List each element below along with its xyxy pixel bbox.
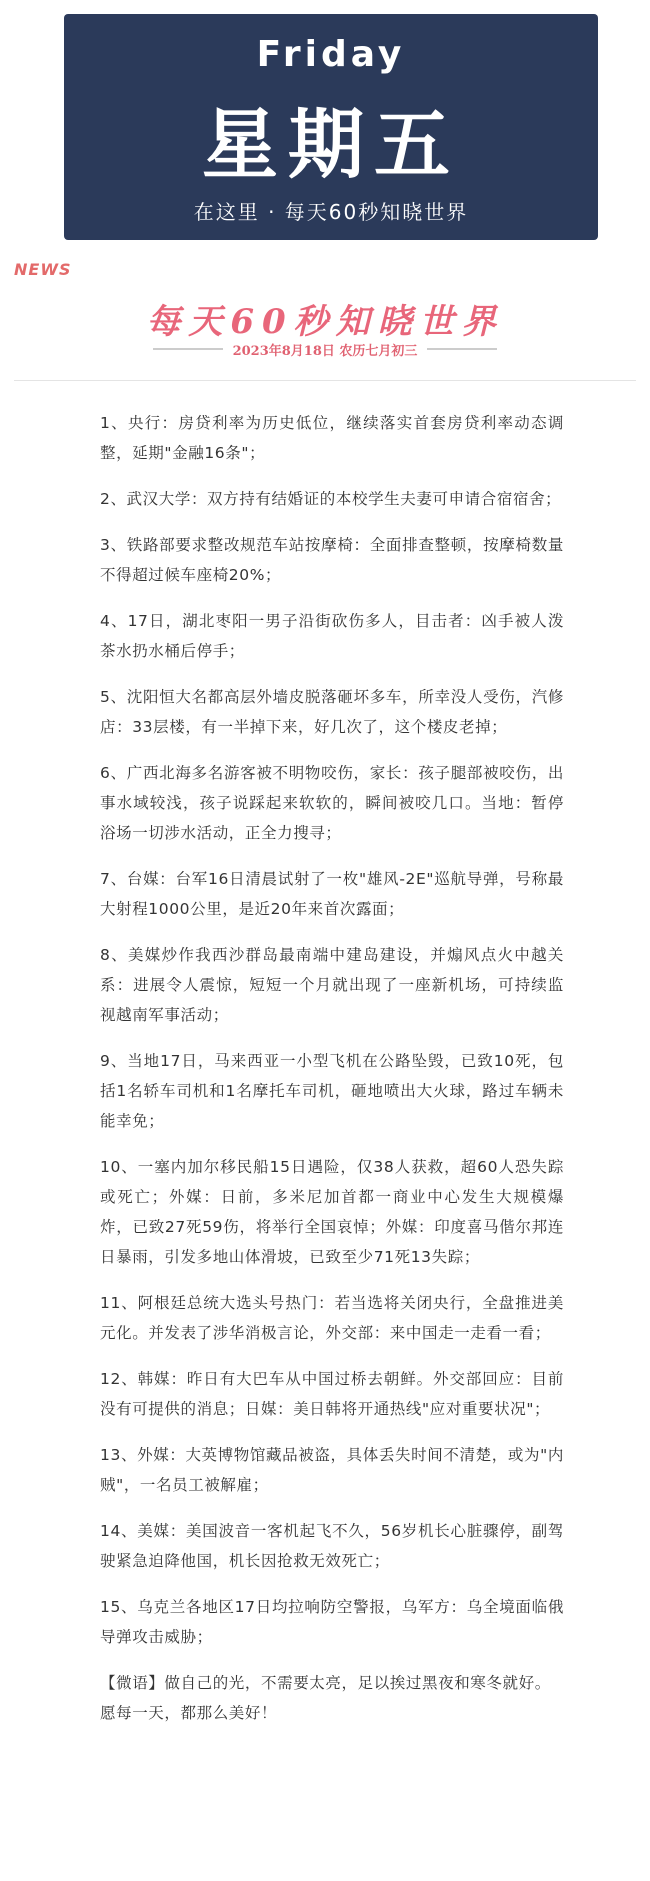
news-item: 9、当地17日，马来西亚一小型飞机在公路坠毁，已致10死，包括1名轿车司机和1名摩托车司机，砸地喷出大火球，路过车辆未能幸免； [100, 1052, 564, 1130]
news-tag: NEWS [14, 260, 72, 279]
news-item: 7、台媒：台军16日清晨试射了一枚"雄风-2E"巡航导弹，号称最大射程1000公里，是近20年来首次露面； [100, 870, 564, 918]
news-list [100, 408, 564, 1728]
page-title: 每天60秒知晓世界 [146, 302, 504, 342]
date-text: 2023年8月18日 农历七月初三 [232, 343, 418, 359]
date-line-left [153, 348, 223, 350]
date-row [0, 338, 650, 360]
news-item: 13、外媒：大英博物馆藏品被盗，具体丢失时间不清楚，或为"内贼"，一名员工被解雇； [100, 1446, 564, 1494]
date-line-right [427, 348, 497, 350]
news-item: 5、沈阳恒大名都高层外墙皮脱落砸坏多车，所幸没人受伤，汽修店：33层楼，有一半掉下来，好几次了，这个楼皮老掉； [100, 688, 564, 736]
news-item: 12、韩媒：昨日有大巴车从中国过桥去朝鲜。外交部回应：目前没有可提供的消息；日媒：美日韩将开通热线"应对重要状况"； [100, 1370, 564, 1418]
banner-slogan: 在这里 · 每天60秒知晓世界 [193, 200, 469, 224]
news-item: 10、一塞内加尔移民船15日遇险，仅38人获救，超60人恐失踪或死亡；外媒：日前，多米尼加首都一商业中心发生大规模爆炸，已致27死59伤，将举行全国哀悼；外媒：印度喜马偕尔邦连日暴雨，引发多地山体滑坡，已致至少71死13失踪； [100, 1158, 564, 1266]
divider [14, 380, 636, 381]
news-item: 6、广西北海多名游客被不明物咬伤，家长：孩子腿部被咬伤，出事水域较浅，孩子说踩起来软软的，瞬间被咬几口。当地：暂停浴场一切涉水活动，正全力搜寻； [100, 764, 564, 842]
news-item: 11、阿根廷总统大选头号热门：若当选将关闭央行，全盘推进美元化。并发表了涉华消极言论，外交部：来中国走一走看一看； [100, 1294, 564, 1342]
news-item: 8、美媒炒作我西沙群岛最南端中建岛建设，并煽风点火中越关系：进展令人震惊，短短一个月就出现了一座新机场，可持续监视越南军事活动； [100, 946, 564, 1024]
news-item: 4、17日，湖北枣阳一男子沿街砍伤多人，目击者：凶手被人泼茶水扔水桶后停手； [100, 612, 564, 660]
news-item: 2、武汉大学：双方持有结婚证的本校学生夫妻可申请合宿宿舍； [100, 490, 562, 508]
daily-quote: 【微语】做自己的光，不需要太亮，足以挨过黑夜和寒冬就好。愿每一天，都那么美好！ [100, 1674, 551, 1722]
news-item: 15、乌克兰各地区17日均拉响防空警报，乌军方：乌全境面临俄导弹攻击威胁； [100, 1598, 564, 1646]
header-banner [64, 14, 598, 240]
news-item: 1、央行：房贷利率为历史低位，继续落实首套房贷利率动态调整，延期"金融16条"； [100, 414, 564, 462]
news-item: 14、美媒：美国波音一客机起飞不久，56岁机长心脏骤停，副驾驶紧急迫降他国，机长因抢救无效死亡； [100, 1522, 564, 1570]
news-item: 3、铁路部要求整改规范车站按摩椅：全面排查整顿，按摩椅数量不得超过候车座椅20%； [100, 536, 564, 584]
weekday-chinese: 星期五 [202, 100, 460, 189]
weekday-english: Friday [256, 34, 406, 75]
